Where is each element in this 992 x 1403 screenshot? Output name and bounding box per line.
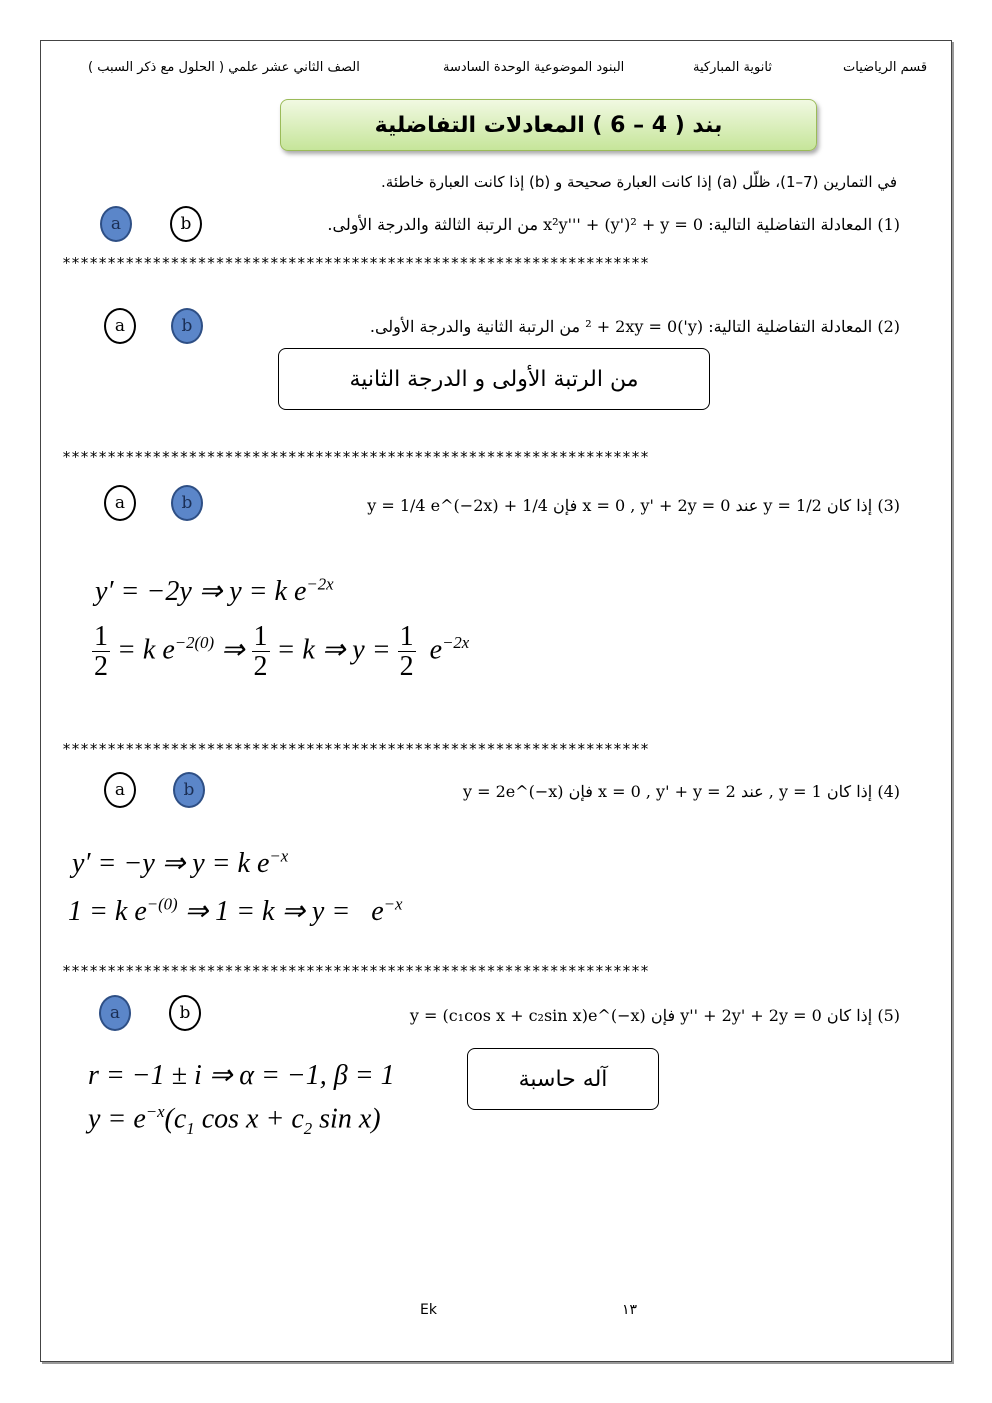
q1-text [327, 215, 900, 234]
q3-number: (3) [877, 496, 900, 515]
separator-3: ***************************************************************** [62, 740, 649, 758]
section-title: بند ( 4 – 6 ) المعادلات التفاضلية [280, 99, 817, 151]
header-school: ثانوية المباركية [693, 60, 772, 75]
header-department: قسم الرياضيات [843, 60, 928, 75]
q5-choice-b[interactable]: b [169, 995, 201, 1031]
header-unit: البنود الموضوعية الوحدة السادسة [443, 60, 625, 75]
q5-statement: إذا كان y'' + 2y' + 2y = 0 فإن y = (c₁cos x + c₂sin x)e^(−x) [409, 1006, 873, 1025]
q5-choice-a[interactable]: a [99, 995, 131, 1031]
q1-number: (1) [877, 215, 900, 234]
q3-choice-a[interactable]: a [104, 485, 136, 521]
q3-text [367, 496, 900, 515]
q2-choice-b[interactable]: b [171, 308, 203, 344]
q5-answer-note: آله حاسبة [467, 1048, 659, 1110]
header-grade: الصف الثاني عشر علمي ( الحلول مع ذكر السبب ) [88, 60, 360, 75]
q3-work-line-1: y′ = −2y ⇒ y = k $e^{-2x}$ [95, 574, 334, 607]
instructions: في التمارين (7–1)، ظلّل (a) إذا كانت العبارة صحيحة و (b) إذا كانت العبارة خاطئة. [381, 173, 897, 191]
footer-initials: Ek [420, 1302, 437, 1318]
q1-choice-b[interactable]: b [170, 206, 202, 242]
footer-page-number: ١٣ [622, 1302, 638, 1318]
q3-statement: إذا كان y = 1/2 عند x = 0 , y' + 2y = 0 فإن y = 1/4 e^(−2x) + 1/4 [367, 496, 873, 515]
q3-choice-b[interactable]: b [171, 485, 203, 521]
q2-choice-a[interactable]: a [104, 308, 136, 344]
q4-work-line-2: 1 = k $e^{-(0)}$ ⇒ 1 = k ⇒ $y = e^{-x}$ [68, 894, 403, 927]
q4-work-line-1: y′ = −y ⇒ y = k $e^{-x}$ [72, 846, 289, 879]
q3-work-line-2: $\frac{1}{2}$ = k $e^{-2(0)}$ ⇒ $\frac{1}{2}$ = k ⇒ y = $\frac{1}{2}$ $e^{-2x}$ [94, 621, 470, 683]
q2-statement: المعادلة التفاضلية التالية: (y')² + 2xy = 0 من الرتبة الثانية والدرجة الأولى. [369, 317, 873, 336]
q1-choice-a[interactable]: a [100, 206, 132, 242]
q2-answer-note: من الرتبة الأولى و الدرجة الثانية [278, 348, 710, 410]
q2-text [370, 317, 900, 336]
q5-work-line-2: $y = e^{-x}(c_1$ $\cos x + c_2$ sin x) [88, 1102, 381, 1138]
q5-work-line-1: r = −1 ± i ⇒ α = −1, β = 1 [88, 1060, 395, 1091]
separator-1: ***************************************************************** [62, 254, 649, 272]
separator-2: ***************************************************************** [62, 448, 649, 466]
q4-text [463, 782, 900, 801]
q4-choice-a[interactable]: a [104, 772, 136, 808]
separator-4: ***************************************************************** [62, 962, 649, 980]
q5-number: (5) [877, 1006, 900, 1025]
q2-number: (2) [877, 317, 900, 336]
q4-statement: إذا كان y = 1 , عند x = 0 , y' + y = 2 فإن y = 2e^(−x) [462, 782, 873, 801]
q1-statement: المعادلة التفاضلية التالية: x²y''' + (y')² + y = 0 من الرتبة الثالثة والدرجة الأولى. [327, 215, 873, 234]
q4-choice-b[interactable]: b [173, 772, 205, 808]
q4-number: (4) [877, 782, 900, 801]
q5-text [410, 1006, 900, 1025]
